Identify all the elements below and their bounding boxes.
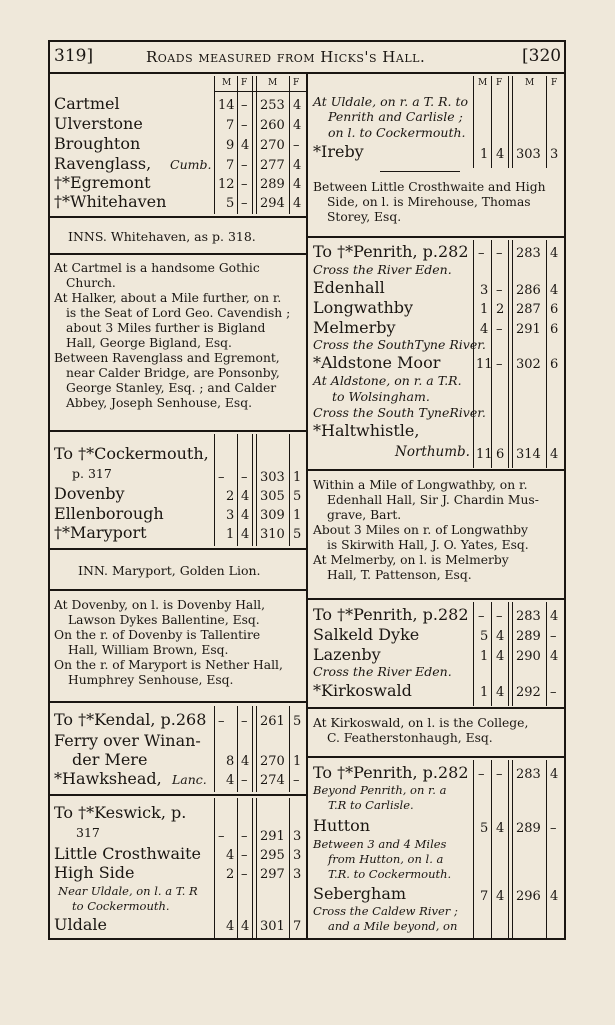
t1-head-underline [214, 91, 306, 92]
place-name: Salkeld Dyke [313, 625, 420, 644]
route-note: Penrith and Carlisle ; [328, 109, 463, 124]
place-name: Ulverstone [54, 114, 143, 133]
miles: 1 [226, 527, 235, 542]
t2-rule [289, 434, 290, 546]
section-rule [50, 589, 306, 591]
dash: – [241, 714, 248, 729]
total-furlongs: – [550, 821, 557, 836]
section-rule [50, 430, 306, 432]
furlongs: 4 [241, 138, 250, 153]
left-page-number: 319] [54, 46, 94, 66]
dash: – [478, 609, 485, 624]
dash: – [478, 246, 485, 261]
total-furlongs: 4 [550, 649, 559, 664]
miles: 3 [480, 283, 489, 298]
section-rule [50, 794, 306, 796]
route-note: to Wolsingham. [332, 389, 430, 404]
t4-rule [252, 798, 253, 938]
furlongs: – [241, 158, 248, 173]
route-title: To †*Penrith, p.282 [313, 242, 469, 261]
section-rule [308, 598, 564, 600]
miles: 4 [226, 848, 235, 863]
dash: – [496, 609, 503, 624]
dash: – [241, 470, 248, 485]
section-rule [308, 469, 564, 471]
furlongs: 4 [241, 508, 250, 523]
miles: 11 [476, 357, 493, 372]
total-furlongs: 5 [293, 527, 302, 542]
total-furlongs: 4 [550, 889, 559, 904]
total-furlongs: 6 [550, 357, 559, 372]
total-furlongs: 4 [293, 196, 302, 211]
total-miles: 295 [260, 848, 285, 863]
route-note: to Cockermouth. [72, 899, 170, 913]
total-miles: 289 [260, 177, 285, 192]
total-miles: 283 [516, 609, 541, 624]
furlongs: – [241, 196, 248, 211]
cross-note: Cross the SouthTyne River. [313, 337, 486, 352]
route-title: To †*Cockermouth, [54, 444, 209, 463]
col-head-m: M [268, 78, 278, 88]
place-name: Uldale [54, 915, 107, 934]
total-furlongs: – [550, 685, 557, 700]
miles: 2 [226, 489, 235, 504]
place-name: †*Whitehaven [54, 192, 167, 211]
total-miles: 303 [260, 470, 285, 485]
total-miles: 294 [260, 196, 285, 211]
rt3-rule [512, 602, 513, 706]
total-miles: 287 [516, 302, 541, 317]
total-miles: 290 [516, 649, 541, 664]
t1-rule [256, 76, 257, 214]
furlongs: – [496, 283, 503, 298]
rt3-rule [473, 602, 474, 706]
col-head-f: F [496, 78, 503, 88]
miles: 4 [226, 773, 235, 788]
col-head-f: F [551, 78, 558, 88]
total-furlongs: 4 [550, 609, 559, 624]
total-miles: 289 [516, 821, 541, 836]
total-furlongs: 5 [293, 489, 302, 504]
t3-rule [289, 706, 290, 792]
note-paragraph: Within a Mile of Longwathby, on r. Edenhall Hall, Sir J. Chardin Mus- grave, Bart. About 3 Miles on r. of Longwathby is Skirwith Hall, J. O. Yates, Esq. At Melmerby, on l. is Melmerby Hall, T. Pattenson, Esq. [313, 478, 539, 582]
furlongs: 4 [496, 889, 505, 904]
total-furlongs: 4 [293, 118, 302, 133]
frame-left [48, 40, 50, 940]
miles: 5 [480, 821, 489, 836]
col-head-m: M [478, 78, 488, 88]
rt3-rule [546, 602, 547, 706]
total-miles: 261 [260, 714, 285, 729]
section-rule [50, 701, 306, 703]
t3-rule [252, 706, 253, 792]
furlongs: – [241, 98, 248, 113]
t4-rule [289, 798, 290, 938]
total-furlongs: 3 [293, 829, 302, 844]
route-note: T.R. to Cockermouth. [328, 867, 452, 881]
route-note: At Aldstone, on r. a T.R. [313, 373, 462, 388]
frame-top [48, 40, 566, 42]
route-title: To †*Kendal, p.268 [54, 710, 207, 729]
total-miles: 286 [516, 283, 541, 298]
dash: – [496, 767, 503, 782]
total-miles: 291 [260, 829, 285, 844]
furlongs: 2 [496, 302, 505, 317]
total-miles: 270 [260, 754, 285, 769]
rt1-rule [491, 76, 492, 168]
furlongs: 4 [241, 527, 250, 542]
furlongs: – [241, 773, 248, 788]
place-name: Lazenby [313, 645, 381, 664]
county-name: Lanc. [172, 772, 207, 787]
rt2-rule [512, 240, 513, 468]
total-furlongs: – [293, 138, 300, 153]
total-furlongs: 5 [293, 714, 302, 729]
furlongs: 4 [496, 821, 505, 836]
furlongs: – [241, 177, 248, 192]
place-name: Ravenglass, [54, 154, 152, 173]
furlongs: – [496, 322, 503, 337]
t1-rule [289, 76, 290, 214]
route-note: and a Mile beyond, on [328, 919, 458, 933]
place-name: der Mere [72, 750, 148, 769]
route-note: from Hutton, on l. a [328, 852, 444, 866]
county-name: Cumb. [170, 157, 212, 172]
route-title: To †*Penrith, p.282 [313, 605, 469, 624]
total-furlongs: 4 [550, 283, 559, 298]
center-rule [306, 72, 308, 938]
dash: – [496, 246, 503, 261]
place-name: *Kirkoswald [313, 681, 412, 700]
miles: 4 [480, 322, 489, 337]
section-rule [380, 171, 460, 172]
section-rule [50, 216, 306, 218]
total-miles: 296 [516, 889, 541, 904]
col-head-f: F [293, 78, 300, 88]
t4-rule [237, 798, 238, 938]
dash: – [218, 470, 225, 485]
total-furlongs: 4 [293, 98, 302, 113]
cross-note: Cross the South TyneRiver. [313, 405, 486, 420]
section-rule [50, 253, 306, 255]
dash: – [478, 767, 485, 782]
rt4-rule [473, 760, 474, 938]
miles: 7 [226, 158, 235, 173]
t1-rule [237, 76, 238, 214]
miles: 7 [226, 118, 235, 133]
total-miles: 277 [260, 158, 285, 173]
total-miles: 303 [516, 147, 541, 162]
total-furlongs: 4 [550, 767, 559, 782]
section-rule [50, 548, 306, 550]
total-miles: 274 [260, 773, 285, 788]
total-furlongs: 6 [550, 322, 559, 337]
miles: 7 [480, 889, 489, 904]
dash: – [218, 714, 225, 729]
t3-rule [256, 706, 257, 792]
rt2-rule [546, 240, 547, 468]
route-note: on l. to Cockermouth. [328, 125, 466, 140]
total-furlongs: 1 [293, 754, 302, 769]
t2-rule [256, 434, 257, 546]
miles: 1 [480, 685, 489, 700]
place-name: Edenhall [313, 278, 385, 297]
furlongs: 4 [241, 919, 250, 934]
rt1-rule [508, 76, 509, 168]
total-miles: 289 [516, 629, 541, 644]
total-furlongs: 1 [293, 508, 302, 523]
route-note: Between 3 and 4 Miles [313, 837, 447, 851]
place-name: *Hawkshead, [54, 769, 162, 788]
miles: 9 [226, 138, 235, 153]
miles: 5 [226, 196, 235, 211]
note-paragraph: At Cartmel is a handsome Gothic Church. At Halker, about a Mile further, on r. is the Seat of Lord Geo. Cavendish ; about 3 Miles further is Bigland Hall, George Bigland, Esq. Between Ravenglass and Egremont, near Calder Bridge, are Ponsonby, George Stanley, Esq. ; and Calder Abbey, Joseph Senhouse, Esq. [54, 261, 291, 410]
furlongs: – [241, 118, 248, 133]
total-furlongs: 1 [293, 470, 302, 485]
note-paragraph: At Dovenby, on l. is Dovenby Hall, Lawson Dykes Ballentine, Esq. On the r. of Dovenby is Tallentire Hall, William Brown, Esq. On the r. of Maryport is Nether Hall, Humphrey Senhouse, Esq. [54, 598, 283, 687]
place-name: *Aldstone Moor [313, 353, 441, 372]
inn-line: INN. Maryport, Golden Lion. [78, 563, 261, 578]
dash: – [218, 829, 225, 844]
rt3-rule [508, 602, 509, 706]
total-furlongs: – [550, 629, 557, 644]
place-name: Ferry over Winan- [54, 731, 201, 750]
miles: 4 [226, 919, 235, 934]
county-name: Northumb. [395, 444, 470, 460]
rt4-rule [491, 760, 492, 938]
miles: 5 [480, 629, 489, 644]
route-title: To †*Keswick, p. [54, 803, 187, 822]
miles: 14 [218, 98, 235, 113]
section-rule [308, 707, 564, 709]
section-rule [308, 236, 564, 238]
col-head-m: M [222, 78, 232, 88]
t2-rule [252, 434, 253, 546]
route-subtitle: 317 [76, 825, 100, 840]
total-miles: 291 [516, 322, 541, 337]
place-name: Cartmel [54, 94, 120, 113]
note-paragraph: Between Little Crosthwaite and High Side, on l. is Mirehouse, Thomas Storey, Esq. [313, 180, 546, 224]
furlongs: – [496, 357, 503, 372]
total-miles: 302 [516, 357, 541, 372]
total-furlongs: 4 [293, 177, 302, 192]
t1-rule [214, 76, 215, 214]
note-paragraph: At Kirkoswald, on l. is the College, C. Featherstonhaugh, Esq. [313, 716, 529, 745]
t4-rule [256, 798, 257, 938]
rt4-rule [508, 760, 509, 938]
frame-right [564, 40, 566, 940]
col-head-m: M [525, 78, 535, 88]
rt4-rule [512, 760, 513, 938]
rt1-rule [546, 76, 547, 168]
miles: 1 [480, 302, 489, 317]
frame-bottom [48, 938, 566, 940]
total-miles: 309 [260, 508, 285, 523]
furlongs: 4 [496, 629, 505, 644]
total-miles: 283 [516, 246, 541, 261]
place-name: High Side [54, 863, 135, 882]
total-furlongs: – [293, 773, 300, 788]
miles: 12 [218, 177, 235, 192]
total-furlongs: 3 [550, 147, 559, 162]
miles: 1 [480, 649, 489, 664]
furlongs: 4 [241, 489, 250, 504]
total-miles: 310 [260, 527, 285, 542]
cross-note: Cross the River Eden. [313, 262, 452, 277]
t1-rule [252, 76, 253, 214]
t4-rule [214, 798, 215, 938]
miles: 3 [226, 508, 235, 523]
rt2-rule [491, 240, 492, 468]
place-name: Broughton [54, 134, 141, 153]
running-title: Roads measured from Hicks's Hall. [146, 48, 426, 66]
total-furlongs: 7 [293, 919, 302, 934]
total-miles: 253 [260, 98, 285, 113]
place-name: *Ireby [313, 142, 364, 161]
route-note: At Uldale, on r. a T. R. to [313, 94, 469, 109]
rt2-rule [473, 240, 474, 468]
place-name: †*Maryport [54, 523, 147, 542]
dash: – [241, 829, 248, 844]
total-furlongs: 3 [293, 848, 302, 863]
route-note: Cross the Caldew River ; [313, 904, 458, 918]
furlongs: 6 [496, 447, 505, 462]
place-name: *Haltwhistle, [313, 421, 420, 440]
furlongs: 4 [241, 754, 250, 769]
place-name: Melmerby [313, 318, 396, 337]
total-furlongs: 4 [550, 447, 559, 462]
miles: 2 [226, 867, 235, 882]
t2-rule [214, 434, 215, 546]
route-note: T.R to Carlisle. [328, 798, 414, 812]
route-subtitle: p. 317 [72, 466, 112, 481]
furlongs: – [241, 848, 248, 863]
rt3-rule [491, 602, 492, 706]
place-name: Ellenborough [54, 504, 164, 523]
cross-note: Cross the River Eden. [313, 664, 452, 679]
rt4-rule [546, 760, 547, 938]
miles: 8 [226, 754, 235, 769]
total-miles: 270 [260, 138, 285, 153]
t2-rule [237, 434, 238, 546]
miles: 11 [476, 447, 493, 462]
total-furlongs: 4 [293, 158, 302, 173]
route-note: Beyond Penrith, on r. a [313, 783, 447, 797]
route-note: Near Uldale, on l. a T. R [58, 884, 198, 898]
place-name: †*Egremont [54, 173, 151, 192]
rt2-rule [508, 240, 509, 468]
place-name: Hutton [313, 816, 371, 835]
total-miles: 297 [260, 867, 285, 882]
col-head-f: F [241, 78, 248, 88]
total-furlongs: 3 [293, 867, 302, 882]
furlongs: 4 [496, 685, 505, 700]
place-name: Sebergham [313, 884, 407, 903]
total-miles: 314 [516, 447, 541, 462]
furlongs: 4 [496, 147, 505, 162]
furlongs: 4 [496, 649, 505, 664]
inns-line: INNS. Whitehaven, as p. 318. [68, 229, 256, 244]
furlongs: – [241, 867, 248, 882]
place-name: Little Crosthwaite [54, 844, 201, 863]
t3-rule [214, 706, 215, 792]
total-miles: 260 [260, 118, 285, 133]
t3-rule [237, 706, 238, 792]
rt1-rule [512, 76, 513, 168]
place-name: Dovenby [54, 484, 125, 503]
total-furlongs: 6 [550, 302, 559, 317]
total-miles: 301 [260, 919, 285, 934]
total-furlongs: 4 [550, 246, 559, 261]
miles: 1 [480, 147, 489, 162]
route-title: To †*Penrith, p.282 [313, 763, 469, 782]
section-rule [308, 756, 564, 758]
rt1-rule [473, 76, 474, 168]
total-miles: 283 [516, 767, 541, 782]
right-page-number: [320 [522, 46, 562, 66]
total-miles: 305 [260, 489, 285, 504]
total-miles: 292 [516, 685, 541, 700]
place-name: Longwathby [313, 298, 414, 317]
